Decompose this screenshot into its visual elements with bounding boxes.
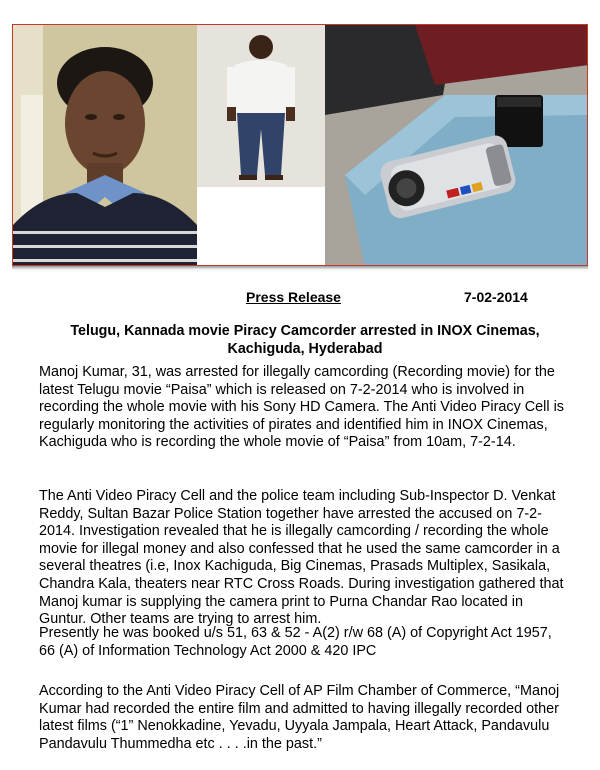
- headline-line-2: Kachiguda, Hyderabad: [227, 341, 383, 357]
- accused-portrait-photo: [13, 25, 197, 265]
- accused-full-length-photo: [197, 25, 325, 187]
- full-length-photo-column: [197, 25, 325, 265]
- photo-strip-shadow: [12, 266, 588, 270]
- paragraph-arrest-details: Manoj Kumar, 31, was arrested for illegally camcording (Recording movie) for the latest Telugu movie “Paisa” which is released on 7-2-2014 who is involved in recording the whole movie with his Sony HD Camera. The Anti Video Piracy Cell is regularly monitoring the activities of pirates and identified him in INOX Cinemas, Kachiguda who is recording the whole movie of “Paisa” from 10am, 7-2-14.: [39, 364, 564, 451]
- paragraph-investigation: The Anti Video Piracy Cell and the police team including Sub-Inspector D. Venkat Reddy, Sultan Bazar Police Station together have arrested the accused on 7-2-2014. Investigation revealed that he is illegally camcording / recording the whole movie for illegal money and also confessed that he used the same camcorder in a several theatres (i.e, Inox Kachiguda, Big Cinemas, Prasads Multiplex, Sasikala, Chandra Kala, theaters near RTC Cross Roads. During investigation gathered that Manoj kumar is supplying the camera print to Purna Chandar Rao located in Guntur. Other teams are trying to arrest him.: [39, 488, 564, 628]
- press-release-header: [0, 289, 600, 309]
- paragraph-chamber-statement: According to the Anti Video Piracy Cell of AP Film Chamber of Commerce, “Manoj Kumar had recorded the entire film and admitted to having illegally recorded other latest films (“1” Nenokkadine, Yevadu, Uyyala Jampala, Heart Attack, Pandavulu Pandavulu Thummedha etc . . . .in the past.”: [39, 683, 560, 752]
- paragraph-charges: Presently he was booked u/s 51, 63 & 52 - A(2) r/w 68 (A) of Copyright Act 1957, 66 (A) of Information Technology Act 2000 & 420 IPC: [39, 625, 552, 659]
- press-release-title: Press Release: [246, 289, 341, 305]
- photo-gap: [197, 187, 325, 266]
- photo-strip: [12, 24, 588, 266]
- press-release-date: 7-02-2014: [464, 289, 528, 305]
- seized-camera-photo: [325, 25, 587, 265]
- headline-line-1: Telugu, Kannada movie Piracy Camcorder arrested in INOX Cinemas,: [70, 323, 540, 339]
- headline: [40, 322, 570, 358]
